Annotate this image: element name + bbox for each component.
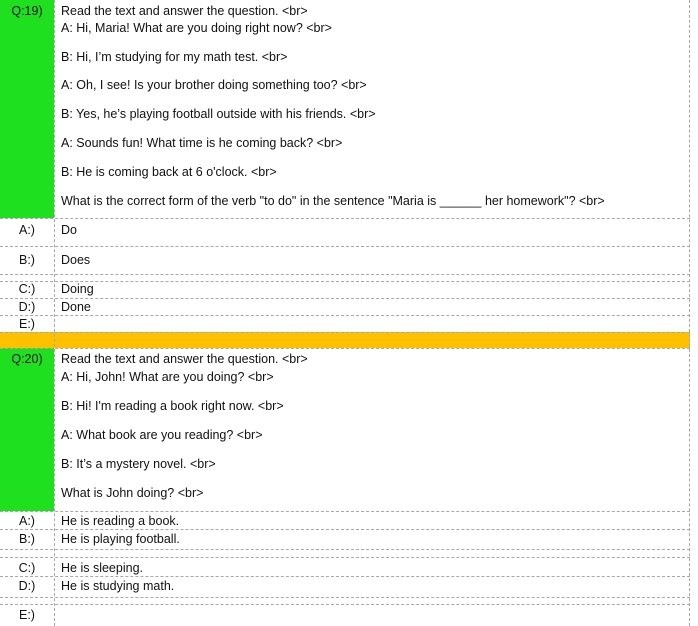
column-divider bbox=[54, 0, 55, 626]
question-prompt: What is John doing? <br> bbox=[61, 486, 204, 500]
row-divider bbox=[0, 529, 690, 530]
question-text-line: B: He is coming back at 6 o'clock. <br> bbox=[61, 165, 277, 179]
option-label: C:) bbox=[18, 561, 36, 575]
row-divider bbox=[0, 332, 690, 333]
answer-option[interactable]: Doing bbox=[61, 282, 94, 296]
option-label: D:) bbox=[18, 300, 36, 314]
row-divider bbox=[0, 348, 690, 349]
question-number: Q:20) bbox=[11, 352, 43, 366]
answer-option[interactable]: He is reading a book. bbox=[61, 514, 180, 528]
row-divider bbox=[0, 576, 690, 577]
row-divider bbox=[0, 246, 690, 247]
row-divider bbox=[0, 298, 690, 299]
question-text-line: Read the text and answer the question. <br> bbox=[61, 352, 308, 366]
option-label: B:) bbox=[19, 253, 35, 267]
question-text-line: A: Hi, John! What are you doing? <br> bbox=[61, 370, 274, 384]
question-text-line: A: What book are you reading? <br> bbox=[61, 428, 263, 442]
row-divider bbox=[0, 511, 690, 512]
question-number: Q:19) bbox=[11, 4, 43, 18]
row-divider bbox=[0, 218, 690, 219]
option-label: C:) bbox=[18, 282, 36, 296]
option-label: A:) bbox=[19, 223, 35, 237]
option-label: B:) bbox=[19, 532, 35, 546]
answer-option[interactable]: He is playing football. bbox=[61, 532, 180, 546]
row-divider bbox=[0, 274, 690, 275]
answer-option[interactable]: He is sleeping. bbox=[61, 561, 143, 575]
row-divider bbox=[0, 557, 690, 558]
question-text-line: A: Hi, Maria! What are you doing right now? <br> bbox=[61, 21, 332, 35]
answer-option[interactable]: Do bbox=[61, 223, 77, 237]
row-divider bbox=[0, 597, 690, 598]
question-text-line: Read the text and answer the question. <br> bbox=[61, 4, 308, 18]
question-text-line: B: Hi! I'm reading a book right now. <br> bbox=[61, 399, 284, 413]
question-text-line: B: Hi, I’m studying for my math test. <br> bbox=[61, 50, 288, 64]
answer-option[interactable]: Done bbox=[61, 300, 91, 314]
option-label: E:) bbox=[19, 608, 35, 622]
row-divider bbox=[0, 604, 690, 605]
question-text-line: A: Sounds fun! What time is he coming back? <br> bbox=[61, 136, 343, 150]
option-label: A:) bbox=[19, 514, 35, 528]
question-text-line: B: Yes, he’s playing football outside with his friends. <br> bbox=[61, 107, 376, 121]
q19-number-cell bbox=[0, 0, 54, 218]
question-text-line: A: Oh, I see! Is your brother doing something too? <br> bbox=[61, 78, 367, 92]
question-text-line: B: It’s a mystery novel. <br> bbox=[61, 457, 216, 471]
right-border bbox=[689, 0, 690, 626]
question-separator-bar bbox=[0, 332, 690, 348]
row-divider bbox=[0, 549, 690, 550]
q20-number-cell bbox=[0, 348, 54, 511]
option-label: D:) bbox=[18, 579, 36, 593]
option-label: E:) bbox=[19, 317, 35, 331]
answer-option[interactable]: Does bbox=[61, 253, 91, 267]
question-prompt: What is the correct form of the verb "to do" in the sentence "Maria is ______ her homework"? <br> bbox=[61, 194, 605, 208]
row-divider bbox=[0, 281, 690, 282]
row-divider bbox=[0, 315, 690, 316]
answer-option[interactable]: He is studying math. bbox=[61, 579, 175, 593]
